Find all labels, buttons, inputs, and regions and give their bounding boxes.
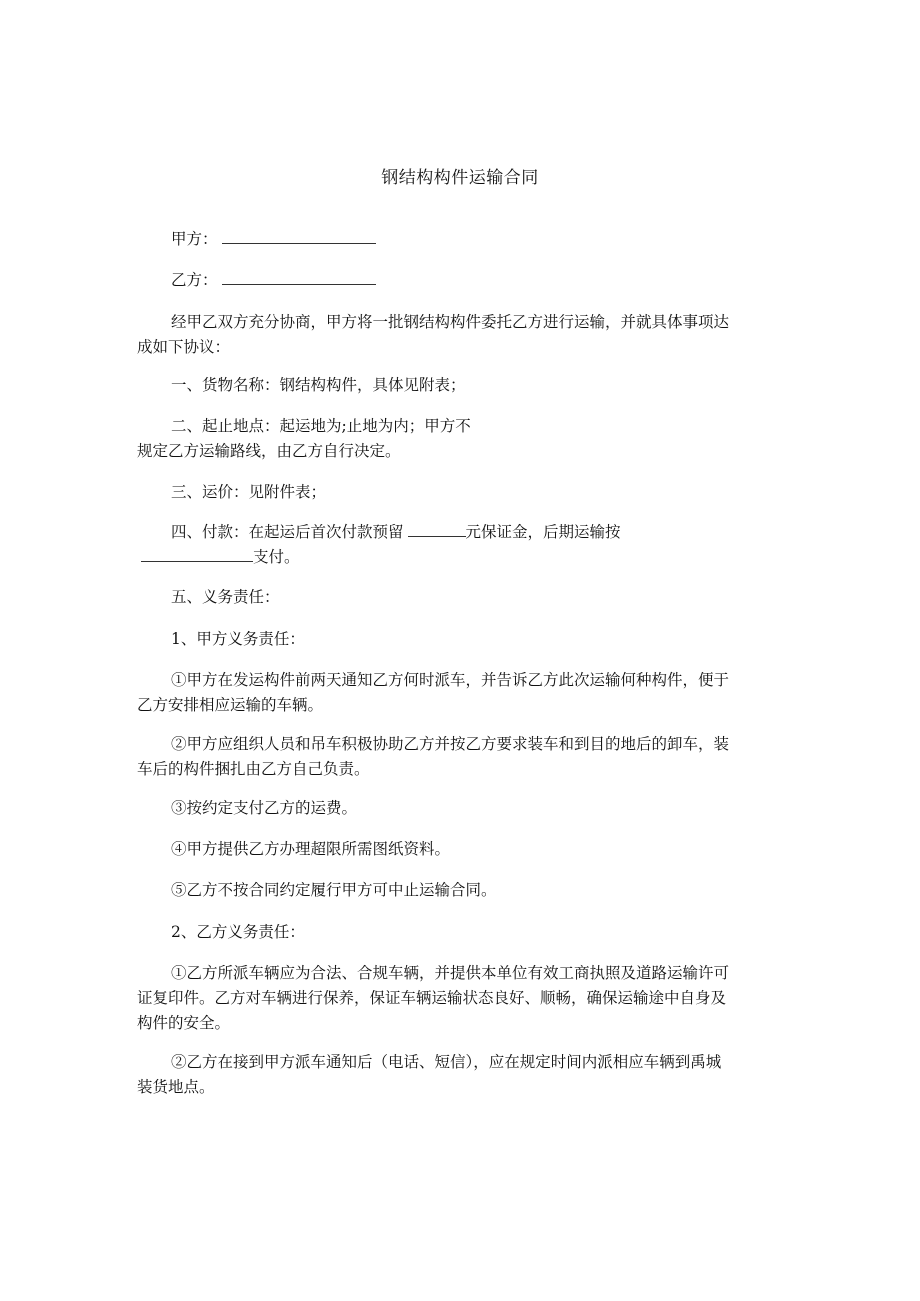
party-b-duties-heading: 2、乙方义务责任：	[171, 923, 305, 941]
clause-1: 一、货物名称：钢结构构件，具体见附表；	[171, 376, 466, 394]
clause-3: 三、运价：见附件表；	[171, 483, 327, 501]
party-a-duty-1-line-1: ①甲方在发运构件前两天通知乙方何时派车，并告诉乙方此次运输何种构件，便于	[171, 671, 730, 689]
party-a-duties-heading: 1、甲方义务责任：	[171, 630, 305, 648]
party-b-line	[171, 269, 376, 291]
clause-2-line-1: 二、起止地点：起运地为;止地为内；甲方不	[171, 417, 471, 435]
party-a-duty-4: ④甲方提供乙方办理超限所需图纸资料。	[171, 840, 451, 858]
party-b-duty-1-line-2: 证复印件。乙方对车辆进行保养，保证车辆运输状态良好、顺畅，确保运输途中自身及	[137, 989, 727, 1007]
party-a-line	[171, 228, 376, 250]
clause-4-prefix: 四、付款：在起运后首次付款预留	[171, 523, 404, 541]
clause-4-suffix: 支付。	[253, 548, 300, 566]
party-b-duty-1-line-1: ①乙方所派车辆应为合法、合规车辆，并提供本单位有效工商执照及道路运输许可	[171, 964, 730, 982]
party-b-duty-2-line-2: 装货地点。	[137, 1078, 215, 1096]
party-b-label: 乙方：	[171, 271, 218, 289]
party-a-label: 甲方：	[171, 230, 218, 248]
party-a-blank[interactable]	[222, 228, 376, 244]
party-a-duty-3: ③按约定支付乙方的运费。	[171, 799, 358, 817]
deposit-amount-blank[interactable]	[408, 521, 466, 537]
party-a-duty-2-line-2: 车后的构件捆扎由乙方自己负责。	[137, 760, 370, 778]
clause-2-line-2: 规定乙方运输路线，由乙方自行决定。	[137, 442, 401, 460]
payment-terms-blank[interactable]	[141, 546, 253, 562]
clause-5: 五、义务责任：	[171, 588, 280, 606]
party-a-duty-5: ⑤乙方不按合同约定履行甲方可中止运输合同。	[171, 881, 497, 899]
clause-4-line-2	[137, 546, 300, 568]
document-title: 钢结构构件运输合同	[381, 168, 539, 188]
clause-4-middle: 元保证金，后期运输按	[465, 523, 621, 541]
intro-line-2: 成如下协议：	[137, 338, 231, 356]
intro-line-1: 经甲乙双方充分协商，甲方将一批钢结构构件委托乙方进行运输，并就具体事项达	[171, 313, 730, 331]
party-a-duty-1-line-2: 乙方安排相应运输的车辆。	[137, 696, 324, 714]
party-b-duty-2-line-1: ②乙方在接到甲方派车通知后（电话、短信），应在规定时间内派相应车辆到禹城	[171, 1053, 722, 1071]
clause-4-line-1	[171, 521, 621, 543]
party-b-blank[interactable]	[222, 269, 376, 285]
party-b-duty-1-line-3: 构件的安全。	[137, 1014, 231, 1032]
party-a-duty-2-line-1: ②甲方应组织人员和吊车积极协助乙方并按乙方要求装车和到目的地后的卸车，装	[171, 735, 730, 753]
